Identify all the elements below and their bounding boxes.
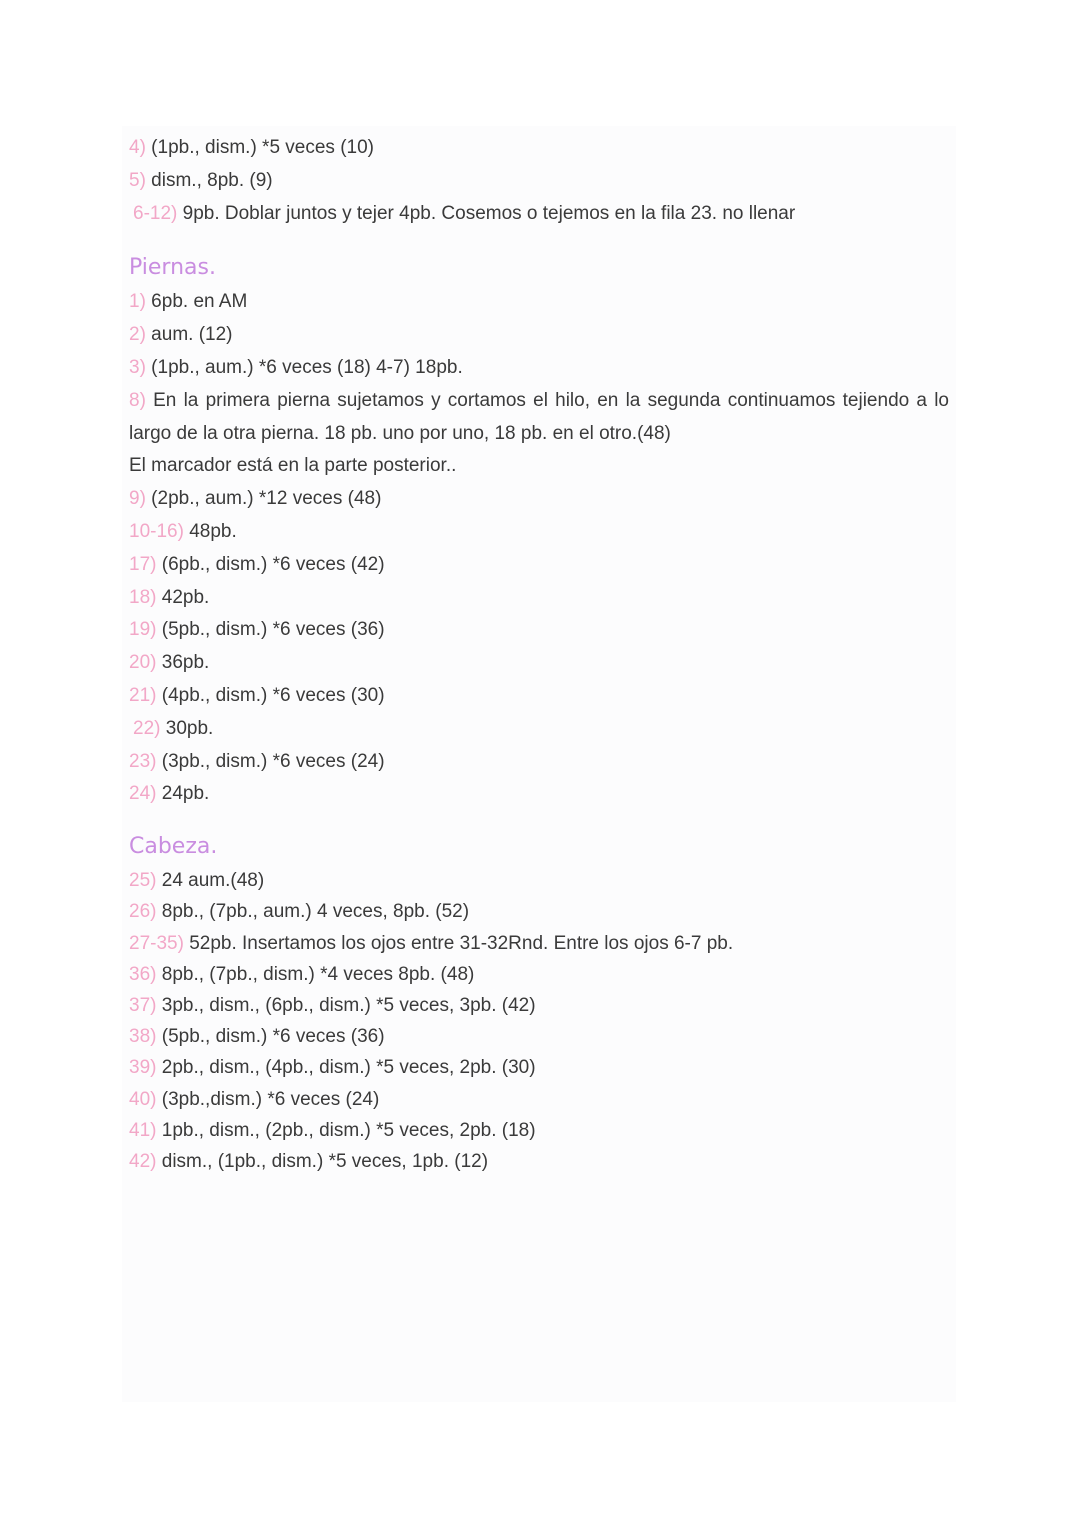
row-number: 19) [129, 619, 157, 641]
row-42 [129, 1146, 949, 1177]
row-21 [129, 680, 949, 713]
row-number: 36) [129, 963, 157, 985]
row-number: 10-16) [129, 520, 184, 542]
row-number: 41) [129, 1119, 157, 1141]
row-23 [129, 746, 949, 779]
row-number: 40) [129, 1088, 157, 1110]
row-number: 1) [129, 291, 146, 313]
row-text: 52pb. Insertamos los ojos entre 31-32Rnd. Entre los ojos 6-7 pb. [183, 932, 734, 954]
row-26 [129, 896, 949, 927]
row-text: dism., 8pb. (9) [145, 169, 273, 191]
row-38 [129, 1021, 949, 1052]
row-18 [129, 582, 949, 615]
row-number: 39) [129, 1057, 157, 1079]
row-text: 6pb. en AM [145, 291, 248, 313]
pattern-document [129, 132, 949, 1177]
row-text: 2pb., dism., (4pb., dism.) *5 veces, 2pb. (30) [156, 1057, 536, 1079]
row-number: 18) [129, 586, 157, 608]
section-gap [129, 230, 949, 250]
row-22 [129, 713, 949, 746]
row-number: 5) [129, 169, 146, 191]
row-number: 37) [129, 994, 157, 1016]
row-number: 2) [129, 324, 146, 346]
row-number: 21) [129, 684, 157, 706]
row-text: (2pb., aum.) *12 veces (48) [145, 488, 382, 510]
row-8 [129, 385, 949, 451]
row-text: (5pb., dism.) *6 veces (36) [156, 619, 385, 641]
row-37 [129, 990, 949, 1021]
section-heading-piernas: Piernas. [129, 255, 216, 281]
row-text: (1pb., dism.) *5 veces (10) [145, 137, 374, 158]
row-9 [129, 483, 949, 516]
row-27-35 [129, 928, 949, 959]
row-19 [129, 614, 949, 647]
row-number: 24) [129, 783, 157, 805]
row-2 [129, 319, 949, 352]
row-number: 20) [129, 652, 157, 674]
row-text: (4pb., dism.) *6 veces (30) [156, 684, 385, 706]
row-number: 9) [129, 488, 146, 510]
row-number: 3) [129, 356, 146, 378]
row-text: 36pb. [156, 652, 210, 674]
row-number: 6-12) [133, 202, 178, 224]
row-text: 24pb. [156, 783, 210, 805]
row-text: (5pb., dism.) *6 veces (36) [156, 1026, 385, 1048]
row-text: 30pb. [160, 717, 214, 739]
row-4 [129, 132, 949, 165]
row-40 [129, 1084, 949, 1115]
row-1 [129, 286, 949, 319]
section-heading-cabeza: Cabeza. [129, 834, 218, 860]
row-number: 42) [129, 1150, 157, 1172]
row-10-16 [129, 516, 949, 549]
row-41 [129, 1115, 949, 1146]
row-text: 9pb. Doblar juntos y tejer 4pb. Cosemos o tejemos en la fila 23. no llenar [177, 202, 796, 224]
row-number: 4) [129, 137, 146, 158]
row-39 [129, 1052, 949, 1083]
row-text: (1pb., aum.) *6 veces (18) 4-7) 18pb. [145, 356, 463, 378]
row-25 [129, 865, 949, 896]
row-5 [129, 165, 949, 198]
row-number: 25) [129, 870, 157, 892]
row-text: 8pb., (7pb., dism.) *4 veces 8pb. (48) [156, 963, 475, 985]
row-number: 38) [129, 1026, 157, 1048]
row-text: 48pb. [183, 520, 237, 542]
section-gap [129, 811, 949, 829]
row-number: 23) [129, 750, 157, 772]
row-number: 17) [129, 553, 157, 575]
row-17 [129, 549, 949, 582]
row-text: 8pb., (7pb., aum.) 4 veces, 8pb. (52) [156, 901, 470, 923]
row-36 [129, 959, 949, 990]
row-text: En la primera pierna sujetamos y cortamos el hilo, en la segunda continuamos tejiendo a lo largo de la otra pierna. 18 pb. uno por uno, 18 pb. en el otro.(48) [129, 389, 949, 444]
row-text: (3pb.,dism.) *6 veces (24) [156, 1088, 380, 1110]
row-24 [129, 778, 949, 811]
row-6-12 [129, 198, 949, 231]
row-text: 3pb., dism., (6pb., dism.) *5 veces, 3pb. (42) [156, 994, 536, 1016]
row-text: (3pb., dism.) *6 veces (24) [156, 750, 385, 772]
row-text: (6pb., dism.) *6 veces (42) [156, 553, 385, 575]
row-text: 42pb. [156, 586, 210, 608]
row-20 [129, 647, 949, 680]
marker-note: El marcador está en la parte posterior.. [129, 455, 457, 477]
row-number: 26) [129, 901, 157, 923]
row-number: 27-35) [129, 932, 184, 954]
row-text: aum. (12) [145, 324, 233, 346]
row-text: 24 aum.(48) [156, 870, 265, 892]
row-3 [129, 352, 949, 385]
row-text: dism., (1pb., dism.) *5 veces, 1pb. (12) [156, 1150, 489, 1172]
row-number: 8) [129, 389, 146, 411]
row-number: 22) [133, 717, 161, 739]
row-text: 1pb., dism., (2pb., dism.) *5 veces, 2pb. (18) [156, 1119, 536, 1141]
